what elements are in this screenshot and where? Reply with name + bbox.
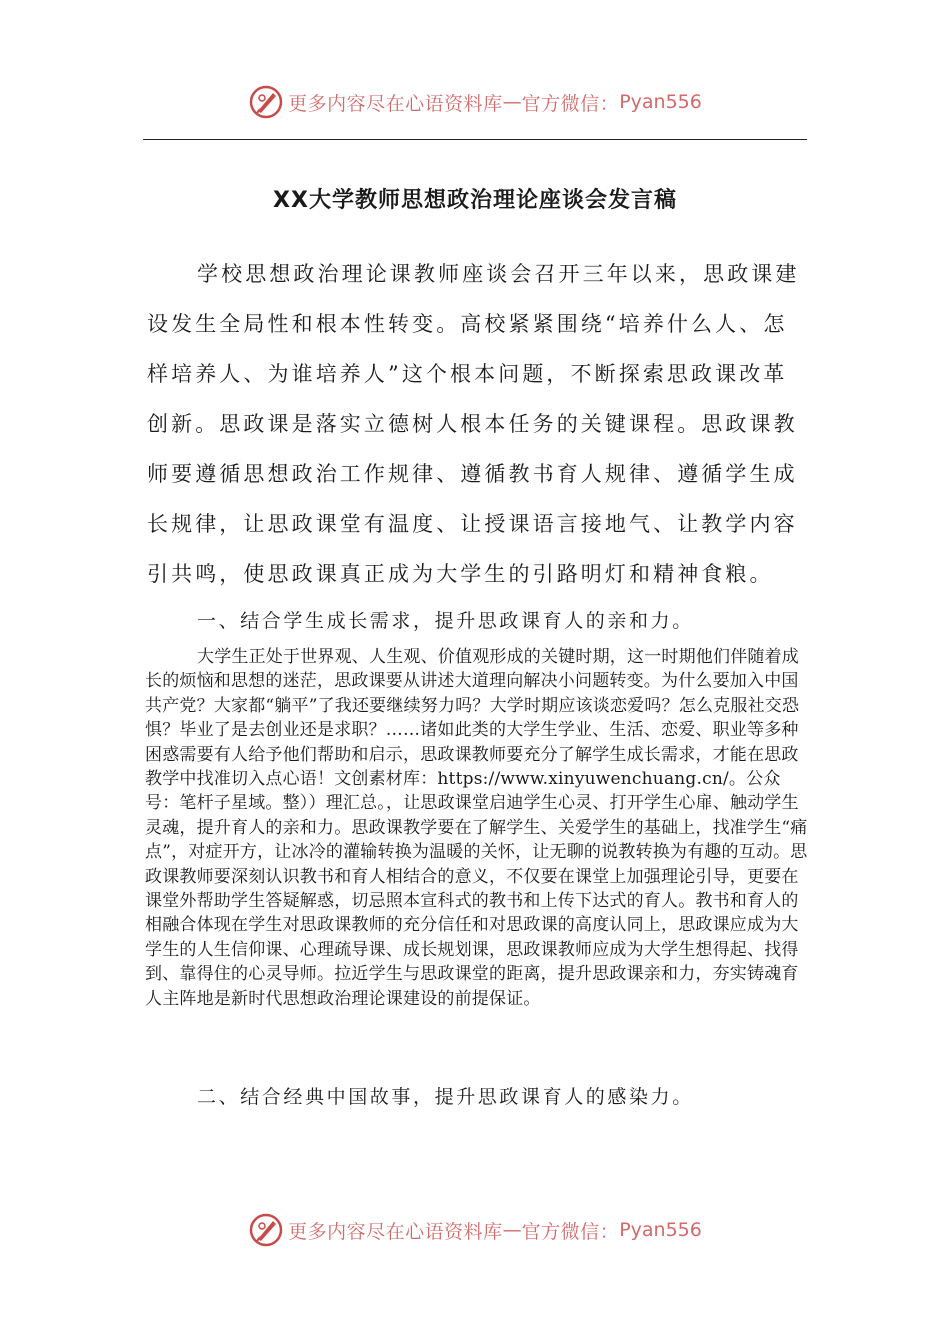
section-2-heading: 二、结合经典中国故事，提升思政课育人的感染力。	[197, 1086, 694, 1108]
header-wechat-id: Pyan556	[619, 91, 702, 113]
section-1-body: 大学生正处于世界观、人生观、价值观形成的关键时期，这一时期他们伴随着成长的烦恼和思想的迷茫，思政课要从讲述大道理向解决小问题转变。为什么要加入中国共产党？大家都“躺平”了我还要继续努力吗？大学时期应该谈恋爱吗？怎么克服社交恐惧？毕业了是去创业还是求职？……诸如此类的大学生学业、生活、恋爱、职业等多种困惑需要有人给予他们帮助和启示，思政课教师要充分了解学生成长需求，才能在思政教学中找准切入点心语！文创素材库：https://www.xinyuwenchuang.cn/。公众号：笔杆子星域。整））理汇总。，让思政课堂启迪学生心灵、打开学生心扉、触动学生灵魂，提升育人的亲和力。思政课教学要在了解学生、关爱学生的基础上，找准学生“痛点”，对症开方，让冰冷的灌输转换为温暖的关怀，让无聊的说教转换为有趣的互动。思政课教师要深刻认识教书和育人相结合的意义，不仅要在课堂上加强理论引导，更要在课堂外帮助学生答疑解惑，切忌照本宣科式的教书和上传下达式的育人。教书和育人的相融合体现在学生对思政课教师的充分信任和对思政课的高度认同上，思政课应成为大学生的人生信仰课、心理疏导课、成长规划课，思政课教师应成为大学生想得起、找得到、靠得住的心灵导师。拉近学生与思政课堂的距离，提升思政课亲和力，夯实铸魂育人主阵地是新时代思想政治理论课建设的前提保证。	[145, 647, 808, 1009]
footer-banner	[0, 1212, 950, 1248]
footer-separator: —	[502, 1219, 522, 1241]
header-brand-text: 更多内容尽在心语资料库	[288, 92, 503, 115]
quill-pen-logo-icon	[248, 84, 284, 120]
header-banner	[0, 84, 950, 120]
quill-pen-logo-icon	[248, 1212, 284, 1248]
header-wechat-label: 官方微信：	[521, 92, 620, 115]
footer-wechat-label: 官方微信：	[521, 1220, 620, 1243]
header-separator: —	[502, 91, 522, 113]
header-divider	[143, 139, 807, 140]
section-1-heading: 一、结合学生成长需求，提升思政课育人的亲和力。	[197, 610, 694, 632]
footer-wechat-id: Pyan556	[619, 1219, 702, 1241]
intro-paragraph: 学校思想政治理论课教师座谈会召开三年以来，思政课建设发生全局性和根本性转变。高校紧紧围绕“培养什么人、怎样培养人、为谁培养人”这个根本问题，不断探索思政课改革创新。思政课是落实立德树人根本任务的关键课程。思政课教师要遵循思想政治工作规律、遵循教书育人规律、遵循学生成长规律，让思政课堂有温度、让授课语言接地气、让教学内容引共鸣，使思政课真正成为大学生的引路明灯和精神食粮。	[147, 262, 800, 586]
document-title: XX大学教师思想政治理论座谈会发言稿	[273, 188, 677, 213]
footer-brand-text: 更多内容尽在心语资料库	[288, 1220, 503, 1243]
